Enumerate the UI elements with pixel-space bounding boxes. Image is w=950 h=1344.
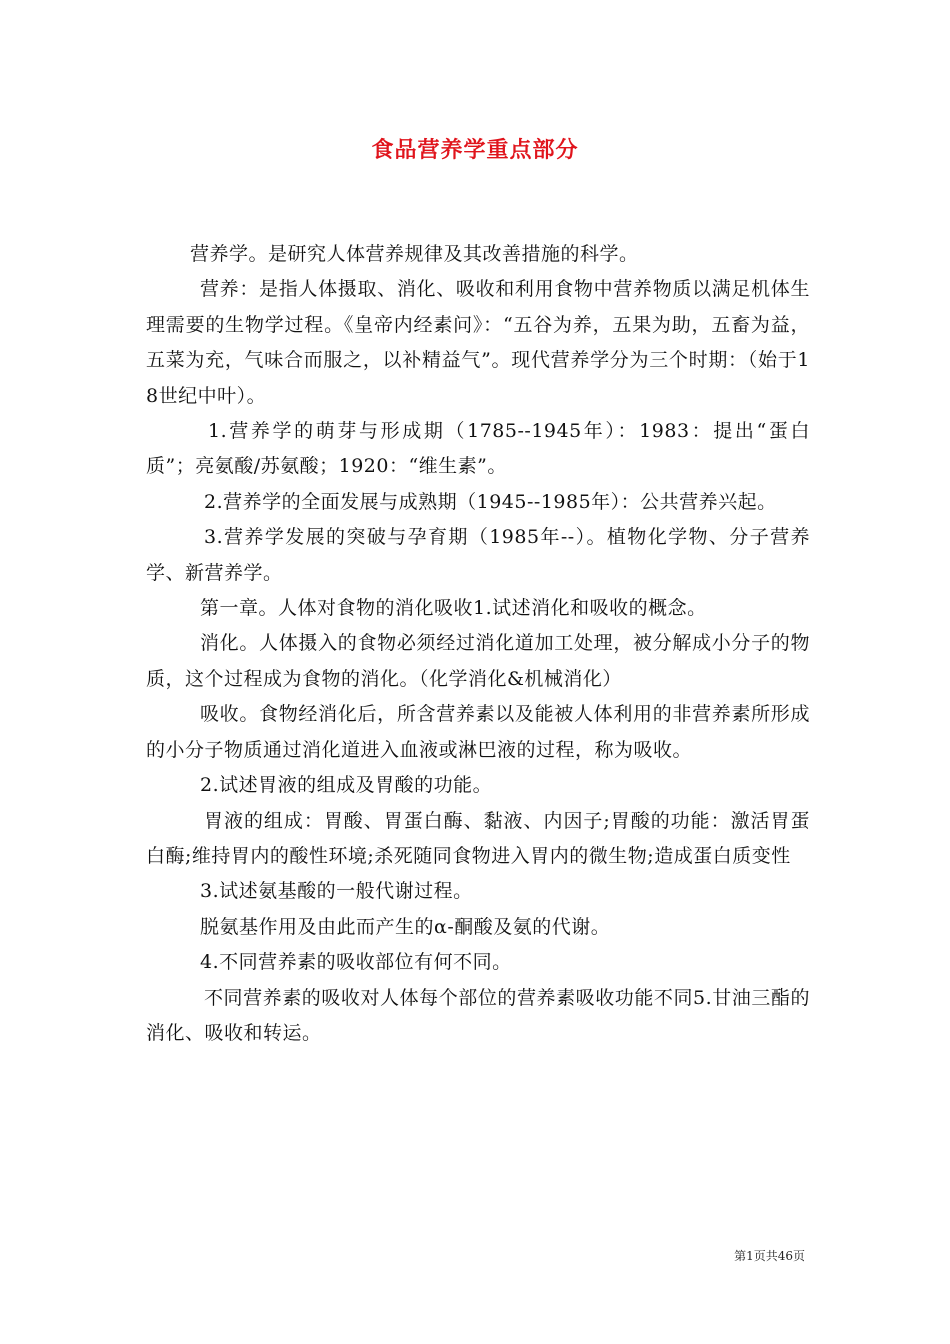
paragraph: 不同营养素的吸收对人体每个部位的营养素吸收功能不同5.甘油三酯的消化、吸收和转运。 (146, 986, 810, 1044)
paragraph: 3.试述氨基酸的一般代谢过程。 (200, 880, 473, 903)
paragraph: 2.营养学的全面发展与成熟期（1945--1985年）：公共营养兴起。 (204, 490, 777, 513)
paragraph: 2.试述胃液的组成及胃酸的功能。 (200, 774, 493, 797)
paragraph: 4.不同营养素的吸收部位有何不同。 (200, 951, 512, 974)
paragraph: 吸收。食物经消化后，所含营养素以及能被人体利用的非营养素所形成的小分子物质通过消化道进入血液或淋巴液的过程，称为吸收。 (146, 703, 810, 761)
paragraph: 第一章。人体对食物的消化吸收1.试述消化和吸收的概念。 (200, 597, 707, 620)
paragraph: 1.营养学的萌芽与形成期（1785--1945年）：1983：提出“蛋白质”；亮氨酸/苏氨酸；1920：“维生素”。 (146, 420, 810, 478)
page-number: 第1页共46页 (734, 1249, 805, 1263)
paragraph: 营养：是指人体摄取、消化、吸收和利用食物中营养物质以满足机体生理需要的生物学过程。《皇帝内经素问》：“五谷为养，五果为助，五畜为益，五菜为充，气味合而服之，以补精益气”。现代营养学分为三个时期：（始于18世纪中叶）。 (146, 278, 810, 407)
paragraph: 消化。人体摄入的食物必须经过消化道加工处理，被分解成小分子的物质，这个过程成为食物的消化。（化学消化&机械消化） (146, 632, 810, 690)
paragraph: 胃液的组成：胃酸、胃蛋白酶、黏液、内因子;胃酸的功能：激活胃蛋白酶;维持胃内的酸性环境;杀死随同食物进入胃内的微生物;造成蛋白质变性 (146, 809, 810, 867)
paragraph: 脱氨基作用及由此而产生的α-酮酸及氨的代谢。 (200, 915, 611, 938)
document-body (146, 237, 810, 1051)
paragraph: 营养学。是研究人体营养规律及其改善措施的科学。 (190, 243, 639, 265)
paragraph: 3.营养学发展的突破与孕育期（1985年--）。植物化学物、分子营养学、新营养学。 (146, 526, 810, 584)
page-title: 食品营养学重点部分 (371, 138, 579, 163)
